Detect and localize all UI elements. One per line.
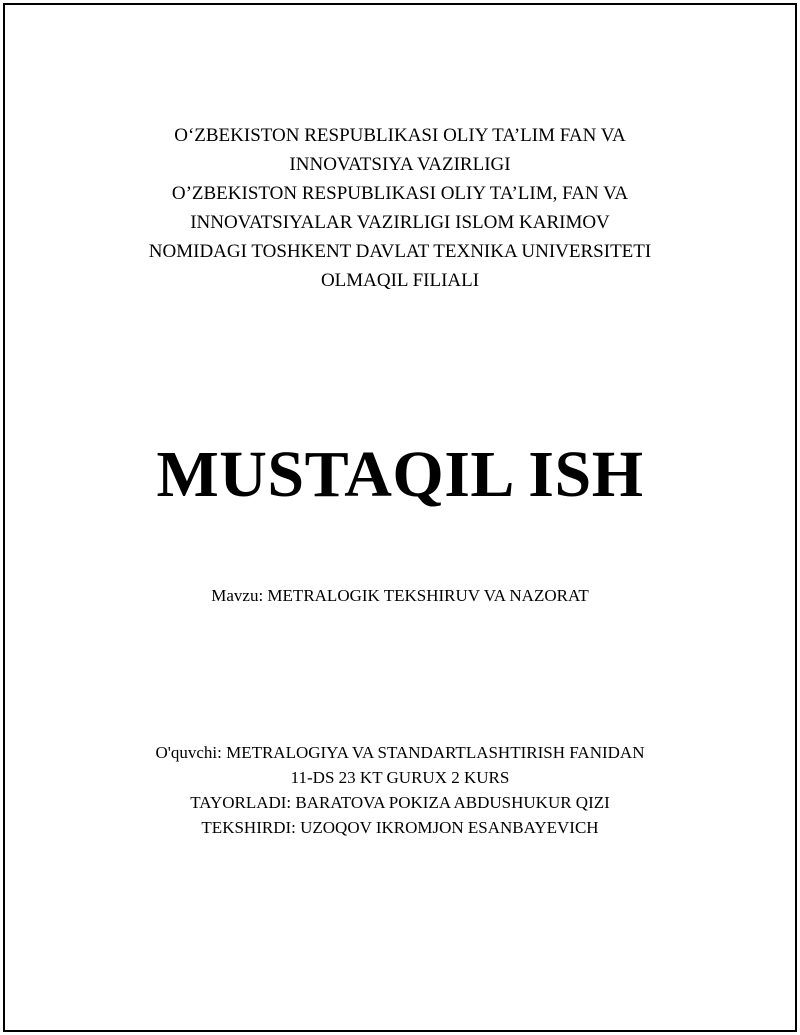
header-line: NOMIDAGI TOSHKENT DAVLAT TEXNIKA UNIVERSITETI (148, 241, 652, 262)
header-line: INNOVATSIYA VAZIRLIGI (289, 154, 511, 175)
author-info (0, 740, 800, 840)
info-line-student: O'quvchi: METRALOGIYA VA STANDARTLASHTIRISH FANIDAN (155, 743, 645, 762)
info-line-checked-by: TEKSHIRDI: UZOQOV IKROMJON ESANBAYEVICH (201, 818, 599, 837)
topic-line: Mavzu: METRALOGIK TEKSHIRUV VA NAZORAT (211, 586, 589, 605)
header-line: OLMAQIL FILIALI (320, 270, 480, 291)
info-line-prepared-by: TAYORLADI: BARATOVA POKIZA ABDUSHUKUR QIZI (190, 793, 610, 812)
document-title: MUSTAQIL ISH (156, 438, 644, 511)
header-line: INNOVATSIYALAR VAZIRLIGI ISLOM KARIMOV (190, 212, 610, 233)
header-line: O’ZBEKISTON RESPUBLIKASI OLIY TA’LIM, FAN VA (171, 183, 629, 204)
header-line: O‘ZBEKISTON RESPUBLIKASI OLIY TA’LIM FAN VA (174, 125, 626, 146)
institution-header (0, 121, 800, 295)
info-line-group: 11-DS 23 KT GURUX 2 KURS (290, 768, 510, 787)
